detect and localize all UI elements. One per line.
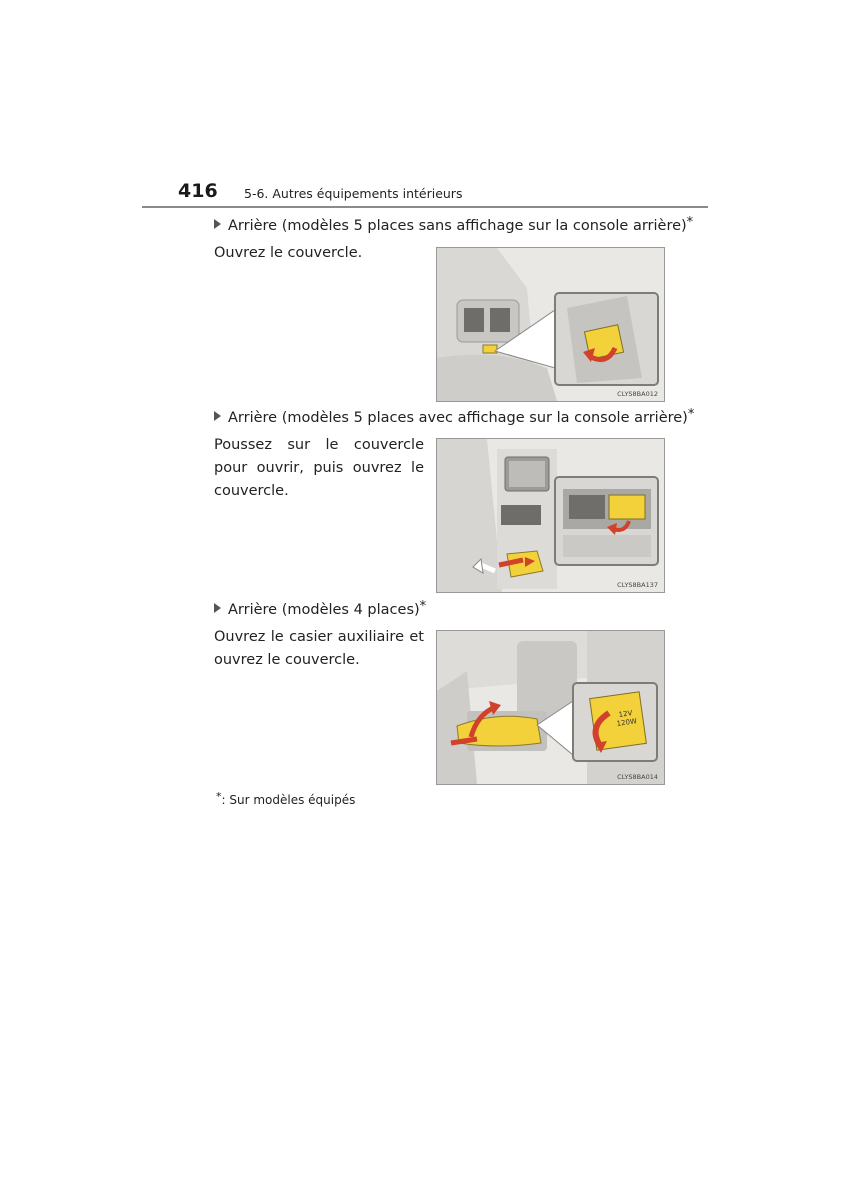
figure-code: CLYS8BA014 <box>617 773 658 781</box>
section-3-heading <box>214 599 426 618</box>
section-3-text: Ouvrez le casier auxiliaire et ouvrez le couvercle. <box>214 629 424 668</box>
section-1-heading-text: Arrière (modèles 5 places sans affichage sur la console arrière) <box>228 218 687 234</box>
section-1-heading <box>214 215 693 234</box>
section-1-text: Ouvrez le couvercle. <box>214 245 363 261</box>
section-title: 5-6. Autres équipements intérieurs <box>244 186 463 201</box>
footnote-text: : Sur modèles équipés <box>221 793 356 807</box>
section-2-figure <box>436 438 665 593</box>
footnote-marker: * <box>216 790 222 803</box>
footnote <box>216 790 355 807</box>
section-2-heading <box>214 407 694 426</box>
section-3-heading-text: Arrière (modèles 4 places) <box>228 602 420 618</box>
header-rule <box>142 206 708 208</box>
bullet-triangle-icon <box>214 411 221 421</box>
figure-code: CLYS8BA137 <box>617 581 658 589</box>
footnote-marker: * <box>687 407 695 422</box>
socket-label-line1: 12V <box>618 709 633 719</box>
bullet-triangle-icon <box>214 219 221 229</box>
page-number: 416 <box>178 180 218 202</box>
section-3-figure <box>436 630 665 785</box>
footnote-marker: * <box>686 215 694 230</box>
section-1-figure <box>436 247 665 402</box>
section-2-heading-text: Arrière (modèles 5 places avec affichage sur la console arrière) <box>228 410 688 426</box>
page-header <box>0 0 848 210</box>
bullet-triangle-icon <box>214 603 221 613</box>
socket-label-line2: 120W <box>616 717 638 728</box>
footnote-marker: * <box>419 599 427 614</box>
section-2-text: Poussez sur le couvercle pour ouvrir, puis ouvrez le couvercle. <box>214 437 424 499</box>
figure-code: CLYS8BA012 <box>617 390 658 398</box>
